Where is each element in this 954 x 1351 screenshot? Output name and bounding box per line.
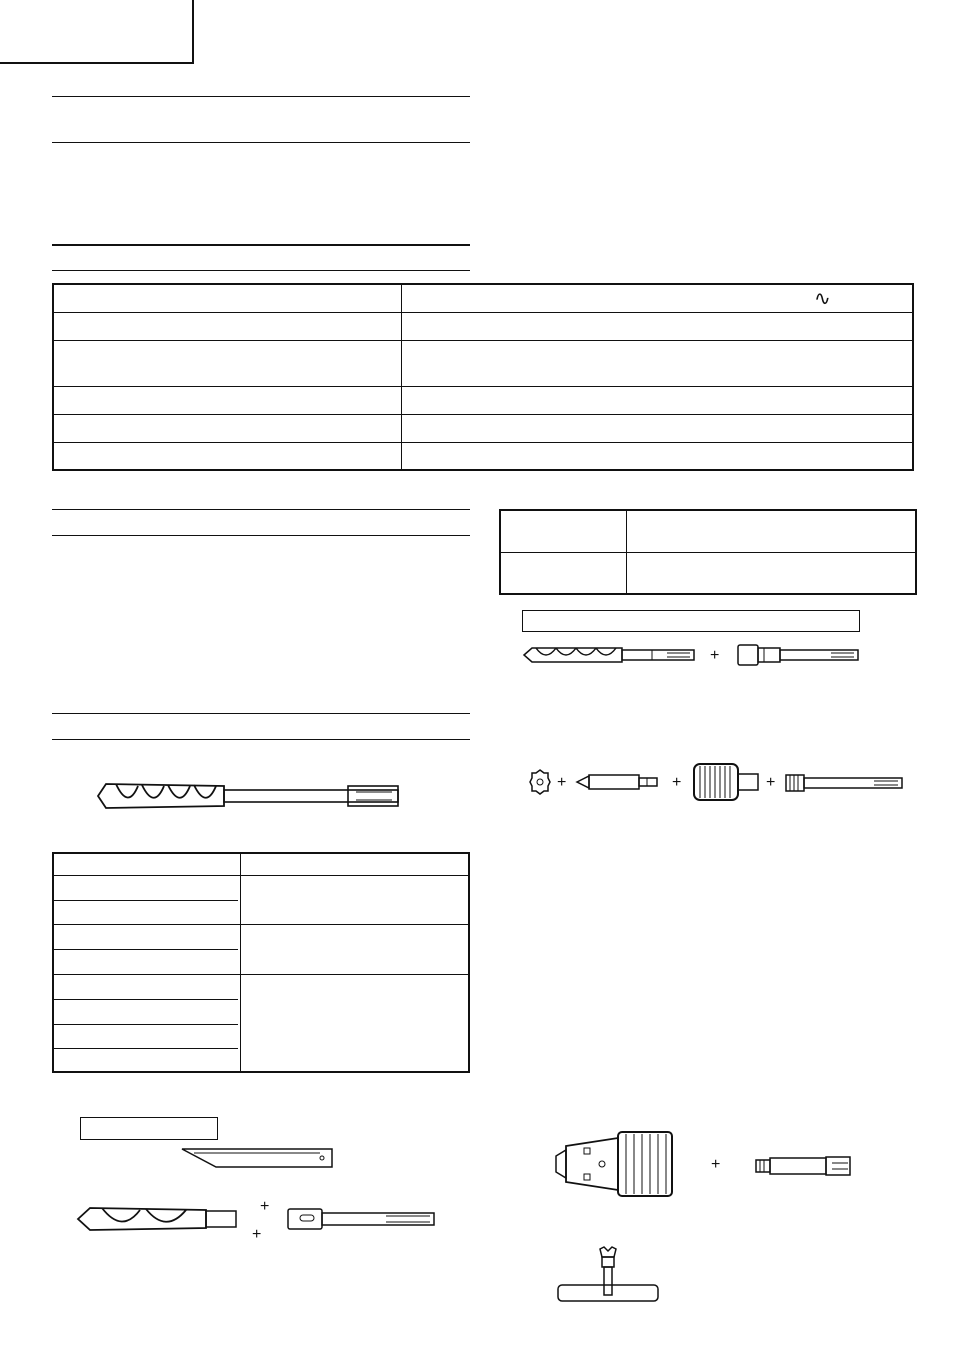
drill-chuck-icon [554,1128,676,1200]
plus-symbol: + [710,647,720,664]
section-rule [52,142,470,143]
core-bit-icon [692,762,762,802]
adapter-icon [736,642,860,668]
section-rule [52,270,470,271]
section-rule [52,509,470,510]
plus-symbol: + [260,1198,270,1215]
section-rule [52,96,470,97]
tapered-drill-bit-icon [76,1202,240,1236]
chuck-key-icon [556,1245,660,1305]
right-small-table [499,509,917,595]
plus-symbol: + [557,774,567,791]
section-rule [52,535,470,536]
shank-adapter-icon [784,772,906,794]
page-corner-tab [0,0,194,64]
drill-bit-icon [522,642,702,668]
plus-symbol: + [672,774,682,791]
cotter-icon [180,1145,336,1171]
section-rule [52,713,470,714]
taper-shank-adapter-icon [286,1206,438,1232]
plus-symbol: + [711,1156,721,1173]
label-box [522,610,860,632]
center-plate-icon [528,768,552,796]
chuck-adapter-icon [754,1154,854,1178]
plus-symbol: + [252,1226,262,1243]
section-rule [52,244,470,246]
sds-drill-bit-icon [94,778,404,814]
section-rule [52,739,470,740]
label-box [80,1117,218,1140]
plus-symbol: + [766,774,776,791]
bit-size-table [52,852,470,1073]
center-pin-icon [575,772,663,792]
specifications-table [52,283,914,471]
ac-symbol: ∿ [814,288,831,310]
